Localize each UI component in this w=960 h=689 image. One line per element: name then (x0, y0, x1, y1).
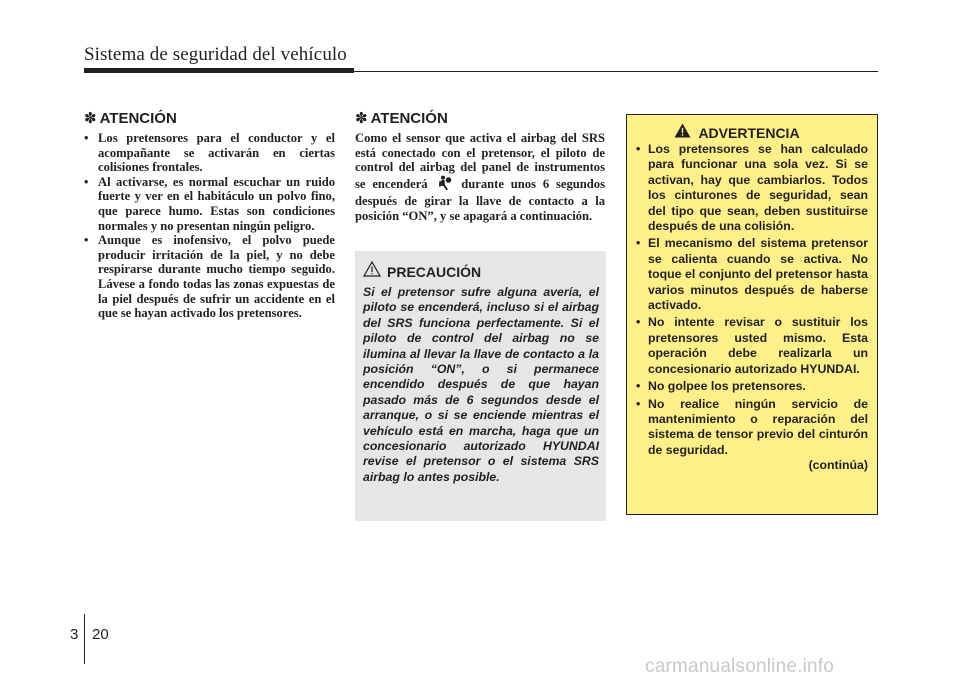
left-attention-section (84, 110, 335, 321)
list-item: • Los pretensores se han calculado para funcionar una sola vez. Si se activan, hay que cambiarlos. Todos los cinturones de seguridad, sean del tipo que sean, deben sustituirse después de una colisión. (636, 142, 868, 234)
page-number: 20 (92, 626, 109, 643)
chapter-number: 3 (70, 626, 79, 643)
precaution-title: PRECAUCIÓN (387, 264, 482, 280)
left-attention-title: ATENCIÓN (99, 110, 177, 127)
watermark[interactable]: carmanualsonline.info (645, 656, 835, 677)
list-item: • No golpee los pretensores. (636, 379, 868, 394)
left-attention-list (84, 131, 335, 321)
middle-attention-paragraph (355, 131, 605, 224)
list-item: • No realice ningún servicio de mantenimiento o reparación del sistema de tensor previo del cinturón de seguridad. (636, 397, 868, 459)
list-item: • El mecanismo del sistema pretensor se calienta cuando se activa. No toque el conjunto del pretensor hasta varios minutos después de haberse activado. (636, 236, 868, 313)
paragraph-text-start: Como el sensor que activa el airbag del SRS está conectado con el pretensor, el piloto de control del airbag del panel de instrumentos se encenderá (355, 131, 605, 191)
precaution-box (355, 251, 606, 521)
warning-heading (636, 123, 838, 142)
middle-attention-title: ATENCIÓN (370, 110, 448, 127)
asterisk-icon: ✽ (84, 110, 97, 127)
precaution-text: Si el pretensor sufre alguna avería, el piloto se encenderá, incluso si el airbag del SRS funciona perfectamente. Si el piloto de control del airbag no se ilumina al llevar la llave de contacto a la posición “ON”, o si permanece encendido después de que hayan pasado más de 6 segundos desde el arranque, o si se enciende mientras el vehículo está en marcha, haga que un concesionario autorizado HYUNDAI revise el pretensor o el sistema SRS airbag lo antes posible. (363, 285, 599, 484)
list-item: • Aunque es inofensivo, el polvo puede producir irritación de la piel, y no debe respirarse durante mucho tiempo seguido. Lávese a fondo todas las zonas expuestas de la piel después de sufrir un accidente en el que se hayan activado los pretensores. (84, 233, 335, 321)
precaution-heading (363, 261, 599, 281)
warning-title: ADVERTENCIA (698, 124, 800, 141)
list-item: • Al activarse, es normal escuchar un ruido fuerte y ver en el habitáculo un polvo fino, que parece humo. Estas son condiciones normales y no presentan ningún peligro. (84, 175, 335, 233)
list-item: • Los pretensores para el conductor y el acompañante se activarán en ciertas colisiones frontales. (84, 131, 335, 175)
paragraph-text-end: durante unos 6 segundos después de girar la llave de contacto a la posición “ON”, y se apagará a continuación. (355, 176, 605, 223)
continued-label: (continúa) (808, 458, 868, 473)
warning-list (636, 142, 868, 458)
warning-triangle-icon (363, 261, 381, 281)
page-header-title: Sistema de seguridad del vehículo (84, 44, 347, 65)
left-attention-heading (84, 110, 335, 128)
middle-attention-section (355, 110, 605, 224)
airbag-warning-icon (436, 175, 452, 195)
footer-divider (84, 614, 85, 664)
list-item: • No intente revisar o sustituir los pretensores usted mismo. Esta operación debe realizarla un concesionario autorizado HYUNDAI. (636, 315, 868, 377)
middle-attention-heading (355, 110, 605, 128)
warning-triangle-filled-icon (674, 123, 691, 142)
header-bar (84, 68, 354, 73)
warning-box (626, 114, 878, 515)
header-rule (354, 71, 878, 72)
asterisk-icon: ✽ (355, 110, 368, 127)
